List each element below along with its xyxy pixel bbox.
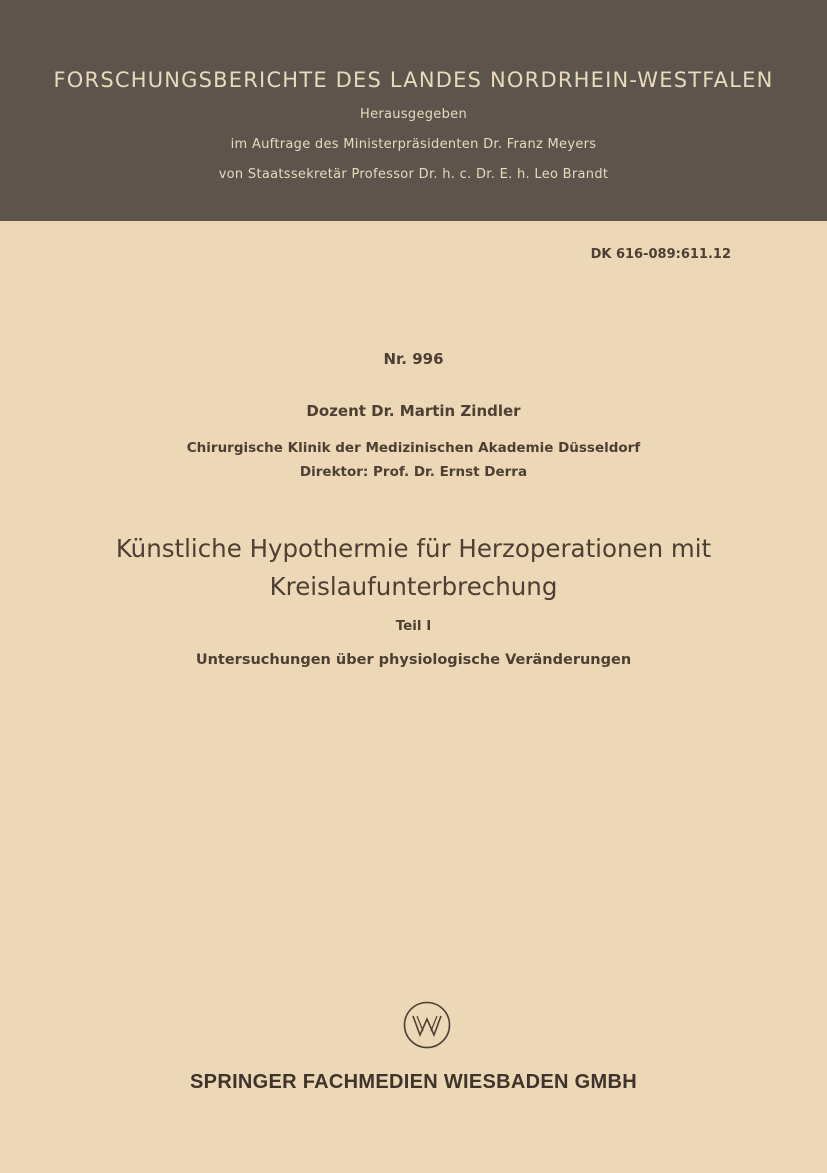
book-subtitle: Untersuchungen über physiologische Veränderungen xyxy=(195,652,632,668)
header-band xyxy=(0,0,827,221)
director: Direktor: Prof. Dr. Ernst Derra xyxy=(299,464,528,480)
publisher-emblem-icon xyxy=(402,1000,452,1050)
publisher-name: SPRINGER FACHMEDIEN WIESBADEN GMBH xyxy=(190,1071,637,1093)
editor-line: Herausgegeben xyxy=(360,107,467,122)
book-title-line-2: Kreislaufunterbrechung xyxy=(269,572,558,601)
institution: Chirurgische Klinik der Medizinischen Akademie Düsseldorf xyxy=(186,440,641,456)
book-title-line-1: Künstliche Hypothermie für Herzoperationen mit xyxy=(115,534,712,563)
part-label: Teil I xyxy=(395,618,432,634)
author-name: Dozent Dr. Martin Zindler xyxy=(306,402,521,420)
volume-number: Nr. 996 xyxy=(383,350,444,368)
commission-line: im Auftrage des Ministerpräsidenten Dr. Franz Meyers xyxy=(230,137,597,152)
classification-code: DK 616-089:611.12 xyxy=(590,247,731,262)
series-title: FORSCHUNGSBERICHTE DES LANDES NORDRHEIN-WESTFALEN xyxy=(53,68,774,92)
editor-name-line: von Staatssekretär Professor Dr. h. c. Dr. E. h. Leo Brandt xyxy=(218,167,609,182)
